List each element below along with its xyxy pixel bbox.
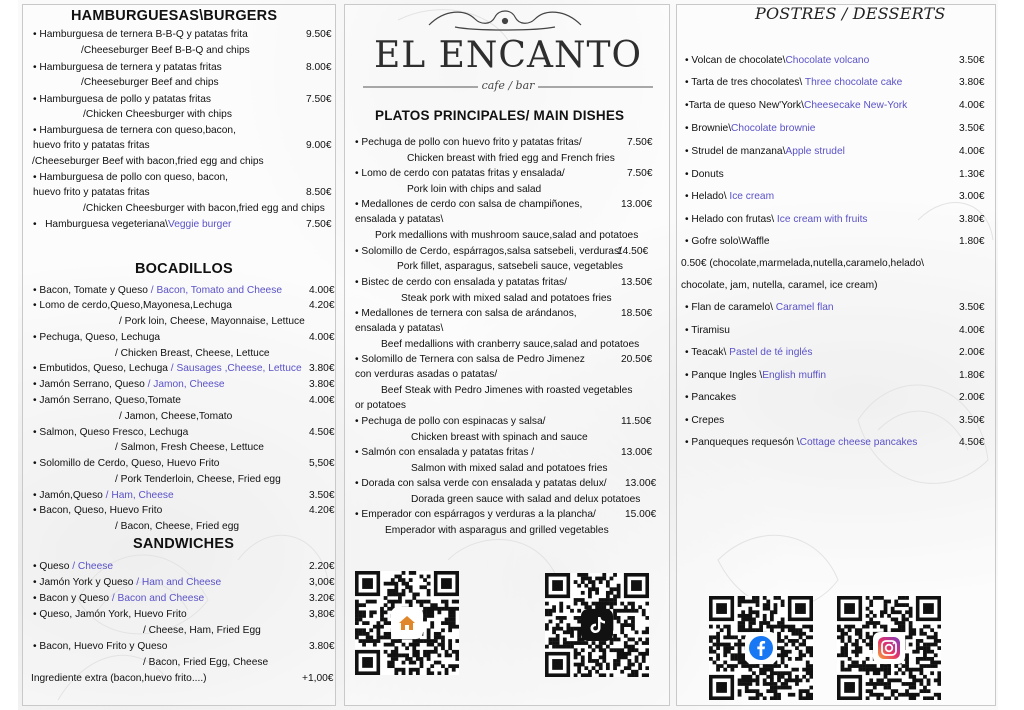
list-item: • Bacon, Tomate y Queso / Bacon, Tomato and Cheese 4.00€ [33, 285, 335, 296]
list-item: • Jamón Serrano, Queso / Jamon, Cheese 3.80€ [33, 379, 335, 390]
list-item: • Jamón Serrano, Queso,Tomate 4.00€ [33, 395, 335, 406]
list-item-translation: / Jamon, Cheese,Tomato [119, 411, 233, 422]
list-item: • Tiramisu 4.00€ [685, 325, 985, 336]
instagram-icon [876, 635, 902, 661]
list-item-cont: ensalada y patatas\ [355, 323, 444, 334]
list-item-translation: /Cheeseburger Beef and chips [81, 77, 219, 88]
sandwiches-heading: SANDWICHES [133, 536, 235, 552]
list-item: • Hamburguesa de pollo con queso, bacon, [33, 172, 229, 183]
list-item: • Bacon y Queso / Bacon and Cheese 3.20€ [33, 593, 335, 604]
list-item: • Hamburguesa de ternera y patatas fritas 8.00€ [33, 62, 332, 73]
house-icon [396, 612, 418, 634]
brand-tagline: cafe / bar [481, 79, 535, 92]
facebook-icon [748, 635, 774, 661]
list-item: • Dorada con salsa verde con ensalada y patatas delux/ 13.00€ [355, 478, 657, 489]
list-item-translation: Pork medallions with mushroom sauce,salad and potatoes [375, 230, 639, 241]
list-item: • Lomo de cerdo,Queso,Mayonesa,Lechuga 4.20€ [33, 300, 335, 311]
list-item-translation: / Pork Tenderloin, Cheese, Fried egg [115, 474, 281, 485]
list-item: • Lomo de cerdo con patatas fritas y ensalada/ 7.50€ [355, 168, 653, 179]
list-item: • Embutidos, Queso, Lechuga / Sausages ,Cheese, Lettuce 3.80€ [33, 363, 335, 374]
list-item-cont: ensalada y patatas\ [355, 214, 444, 225]
list-item: • Salmon, Queso Fresco, Lechuga 4.50€ [33, 427, 335, 438]
list-item-translation: Beef medallions with cranberry sauce,salad and potatoes [381, 339, 640, 350]
list-item: • Queso, Jamón York, Huevo Frito 3,80€ [33, 609, 335, 620]
list-item: • Bistec de cerdo con ensalada y patatas fritas/ 13.50€ [355, 277, 653, 288]
list-item-translation: /Cheeseburger Beef with bacon,fried egg and chips [32, 156, 264, 167]
list-item: • Solomillo de Cerdo, Queso, Huevo Frito 5,50€ [33, 458, 335, 469]
list-item: • Hamburguesa vegeteriana\Veggie burger 7.50€ [33, 219, 332, 230]
list-item-cont: huevo frito y patatas fritas 8.50€ [33, 187, 332, 198]
list-item: • Pechuga, Queso, Lechuga 4.00€ [33, 332, 335, 343]
list-item: • Medallones de cerdo con salsa de champiñones, 13.00€ [355, 199, 653, 210]
list-item: • Hamburguesa de ternera con queso,bacon, [33, 125, 236, 136]
list-item-extra: Ingrediente extra (bacon,huevo frito....) +1,00€ [31, 673, 334, 684]
menu-sheet [18, 0, 998, 710]
list-item-cont: con verduras asadas o patatas/ [355, 369, 498, 380]
list-item: • Flan de caramelo\ Caramel flan 3.50€ [685, 302, 985, 313]
qr-code-website[interactable] [355, 571, 459, 675]
list-item: • Salmón con ensalada y patatas fritas / 13.00€ [355, 447, 653, 458]
qr-code-facebook[interactable] [709, 596, 813, 700]
brand-logo-title: EL ENCANTO [374, 35, 642, 76]
list-item-cont: huevo frito y patatas fritas 9.00€ [33, 140, 332, 151]
list-item-translation: / Cheese, Ham, Fried Egg [143, 625, 261, 636]
list-item-translation: Beef Steak with Pedro Jimenes with roasted vegetables [381, 385, 633, 396]
list-item: • Brownie\Chocolate brownie 3.50€ [685, 123, 985, 134]
list-item: • Panqueques requesón \Cottage cheese pancakes 4.50€ [685, 437, 985, 448]
list-item-translation: /Chicken Cheesburger with bacon,fried egg and chips [83, 203, 325, 214]
panel-burgers-sandwiches [22, 4, 336, 706]
list-item-translation: / Chicken Breast, Cheese, Lettuce [115, 348, 270, 359]
list-item-translation: / Bacon, Cheese, Fried egg [115, 521, 240, 532]
list-item-translation: Salmon with mixed salad and potatoes fries [411, 463, 608, 474]
list-item-translation: / Pork loin, Cheese, Mayonnaise, Lettuce [119, 316, 305, 327]
list-item: • Tarta de tres chocolates\ Three chocolate cake 3.80€ [685, 77, 985, 88]
list-item: • Helado con frutas\ Ice cream with fruits 3.80€ [685, 214, 985, 225]
list-item: • Bacon, Queso, Huevo Frito 4.20€ [33, 505, 335, 516]
list-item: • Solomillo de Ternera con salsa de Pedro Jimenez 20.50€ [355, 354, 653, 365]
list-item-translation: or potatoes [355, 400, 406, 411]
list-item-translation: Chicken breast with spinach and sauce [411, 432, 588, 443]
list-item: • Hamburguesa de pollo y patatas fritas 7.50€ [33, 94, 332, 105]
list-item-translation: Steak pork with mixed salad and potatoes fries [401, 293, 612, 304]
list-item: • Gofre solo\Waffle 1.80€ [685, 236, 985, 247]
list-item: • Bacon, Huevo Frito y Queso 3.80€ [33, 641, 335, 652]
toppings-line: 0.50€ (chocolate,marmelada,nutella,caramelo,helado\ [681, 258, 924, 269]
list-item: • Medallones de ternera con salsa de arándanos, 18.50€ [355, 308, 653, 319]
qr-code-instagram[interactable] [837, 596, 941, 700]
list-item-translation: Pork loin with chips and salad [407, 184, 542, 195]
list-item: •Tarta de queso New'York\Cheesecake New-York 4.00€ [685, 100, 985, 111]
list-item: • Teacak\ Pastel de té inglés 2.00€ [685, 347, 985, 358]
list-item: • Helado\ Ice cream 3.00€ [685, 191, 985, 202]
burgers-heading: HAMBURGUESAS\BURGERS [71, 8, 278, 24]
list-item: • Panque Ingles \English muffin 1.80€ [685, 370, 985, 381]
list-item: • Emperador con espárragos y verduras a la plancha/ 15.00€ [355, 509, 657, 520]
list-item-translation: / Bacon, Fried Egg, Cheese [143, 657, 269, 668]
main-dishes-heading: PLATOS PRINCIPALES/ MAIN DISHES [375, 108, 625, 123]
ornament-top [425, 5, 585, 33]
tiktok-icon [586, 614, 608, 636]
toppings-translation: chocolate, jam, nutella, caramel, ice cream) [681, 280, 878, 291]
list-item: • Solomillo de Cerdo, espárragos,salsa satsebeli, verduras/ 14.50€ [355, 246, 649, 257]
list-item: • Pechuga de pollo con huevo frito y patatas fritas/ 7.50€ [355, 137, 653, 148]
list-item: • Pechuga de pollo con espinacas y salsa/ 11.50€ [355, 416, 652, 427]
qr-code-tiktok[interactable] [545, 573, 649, 677]
list-item: • Pancakes 2.00€ [685, 392, 985, 403]
list-item: • Crepes 3.50€ [685, 415, 985, 426]
list-item-translation: Pork fillet, asparagus, satsebeli sauce, vegetables [397, 261, 623, 272]
list-item: • Jamón,Queso / Ham, Cheese 3.50€ [33, 490, 335, 501]
list-item-translation: Emperador with asparagus and grilled vegetables [385, 525, 609, 536]
list-item-translation: / Salmon, Fresh Cheese, Lettuce [115, 442, 264, 453]
bocadillos-heading: BOCADILLOS [135, 261, 233, 277]
list-item-translation: Dorada green sauce with salad and delux potatoes [411, 494, 641, 505]
list-item: • Strudel de manzana\Apple strudel 4.00€ [685, 146, 985, 157]
list-item-translation: /Chicken Cheesburger with chips [83, 109, 232, 120]
list-item: • Jamón York y Queso / Ham and Cheese 3,00€ [33, 577, 335, 588]
list-item: • Donuts 1.30€ [685, 169, 985, 180]
desserts-heading: POSTRES / DESSERTS [755, 4, 946, 23]
list-item-translation: Chicken breast with fried egg and French fries [407, 153, 615, 164]
list-item: • Volcan de chocolate\Chocolate volcano 3.50€ [685, 55, 985, 66]
list-item-translation: /Cheeseburger Beef B-B-Q and chips [81, 45, 250, 56]
list-item: • Queso / Cheese 2.20€ [33, 561, 335, 572]
list-item: • Hamburguesa de ternera B-B-Q y patatas frita 9.50€ [33, 29, 332, 40]
